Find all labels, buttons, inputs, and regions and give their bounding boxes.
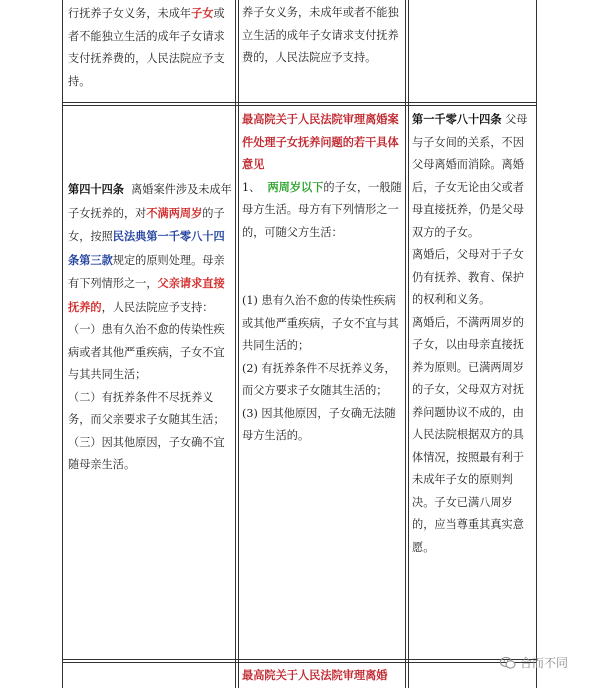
- article-44-item-1: （一）患有久治不愈的传染性疾病或者其他严重疾病，子女不宜与其共同生活；: [68, 323, 225, 381]
- row3-heading: 最高院关于人民法院审理离婚: [242, 668, 388, 682]
- watermark-text: 合而不同: [520, 656, 569, 670]
- row1-col1: [68, 2, 231, 93]
- article-44: [68, 178, 232, 319]
- article-1084-p3: 离婚后，不满两周岁的子女，以由母亲直接抚养为原则。已满两周岁的子女，父母双方对抚养问题协议不成的，由人民法院根据双方的具体情况，按照最有利于未成年子女的原则判决。子女已满八周岁的，应当尊重其真实意愿。: [412, 315, 524, 554]
- law-comparison-table: [62, 0, 537, 688]
- table-border-right: [536, 0, 537, 688]
- row-divider-1b: [62, 105, 537, 106]
- article-44-intro: [68, 183, 232, 314]
- article-1084: [412, 108, 533, 244]
- table-border-left: [62, 0, 63, 688]
- text-run: 离婚案件涉及未成年子女抚养的，对: [68, 183, 232, 220]
- article-1084-p1: 父母与子女间的关系，不因父母离婚而消除。离婚后，子女无论由父或者母直接抚养，仍是父母双方的子女。: [412, 113, 528, 239]
- two-years-highlight: 两周岁以下: [267, 179, 324, 194]
- opinion-item-1-3: (3) 因其他原因，子女确无法随母方生活的。: [242, 406, 396, 442]
- opinion-item-1-rest: 的子女，一般随母方生活。母方有下列情形之一的，可随父方生活：: [242, 180, 402, 239]
- row2-col3: [412, 108, 533, 559]
- wechat-icon: [500, 656, 516, 670]
- opinion-item-1-2: (2) 有抚养条件不尽抚养义务，而父方要求子女随其生活的；: [242, 361, 396, 397]
- table-divider-2b: [408, 0, 409, 688]
- table-divider-1: [235, 0, 236, 688]
- opinion-item-1-prefix: 1、: [242, 180, 261, 194]
- article-44-item-3: （三）因其他原因，子女确不宜随母亲生活。: [68, 435, 225, 471]
- row1-col2-text: 养子女义务，未成年或者不能独立生活的成年子女请求支付抚养费的，人民法院应予支持。: [242, 6, 399, 64]
- table-divider-2: [405, 0, 406, 688]
- article-1084-title: 第一千零八十四条: [412, 112, 502, 126]
- row-divider-2: [62, 659, 537, 660]
- row2-col1: [68, 178, 232, 477]
- text-run: 的子女，按照: [68, 206, 225, 243]
- text-run: 父亲请求直接抚养的: [68, 276, 225, 314]
- opinion-item-1-1: (1) 患有久治不愈的传染性疾病或其他严重疾病，子女不宜与其共同生活的；: [242, 294, 399, 352]
- text-run: 子女: [191, 6, 214, 20]
- row-divider-2b: [62, 662, 537, 663]
- text-run: 规定的原则处理。母亲有下列情形之一，: [68, 253, 225, 290]
- row2-col2: [242, 108, 402, 448]
- article-1084-p2: 离婚后，父母对于子女仍有抚养、教育、保护的权利和义务。: [412, 248, 524, 306]
- row-divider-1: [62, 102, 537, 103]
- article-44-title: 第四十四条: [68, 182, 124, 196]
- text-run: 民法典第一千零八十四条第三款: [68, 229, 225, 267]
- row3-col2: [242, 664, 402, 687]
- row1-col1-text: [68, 2, 231, 93]
- article-44-item-2: （二）有抚养条件不尽抚养义务，而父亲要求子女随其生活；: [68, 390, 225, 426]
- text-run: ，人民法院应予支持：: [101, 300, 214, 314]
- text-run: 行抚养子女义务，未成年: [68, 7, 192, 20]
- supreme-court-opinion-heading: 最高院关于人民法院审理离婚案件处理子女抚养问题的若干具体意见: [242, 112, 399, 171]
- table-divider-1b: [238, 0, 239, 688]
- row1-col2: [242, 2, 402, 70]
- watermark: [500, 654, 568, 671]
- text-run: 不满两周岁: [146, 205, 203, 220]
- text-run: 或者不能独立生活的成年子女请求支付抚养费的，人民法院应予支持。: [68, 7, 225, 88]
- opinion-item-1: [242, 176, 402, 245]
